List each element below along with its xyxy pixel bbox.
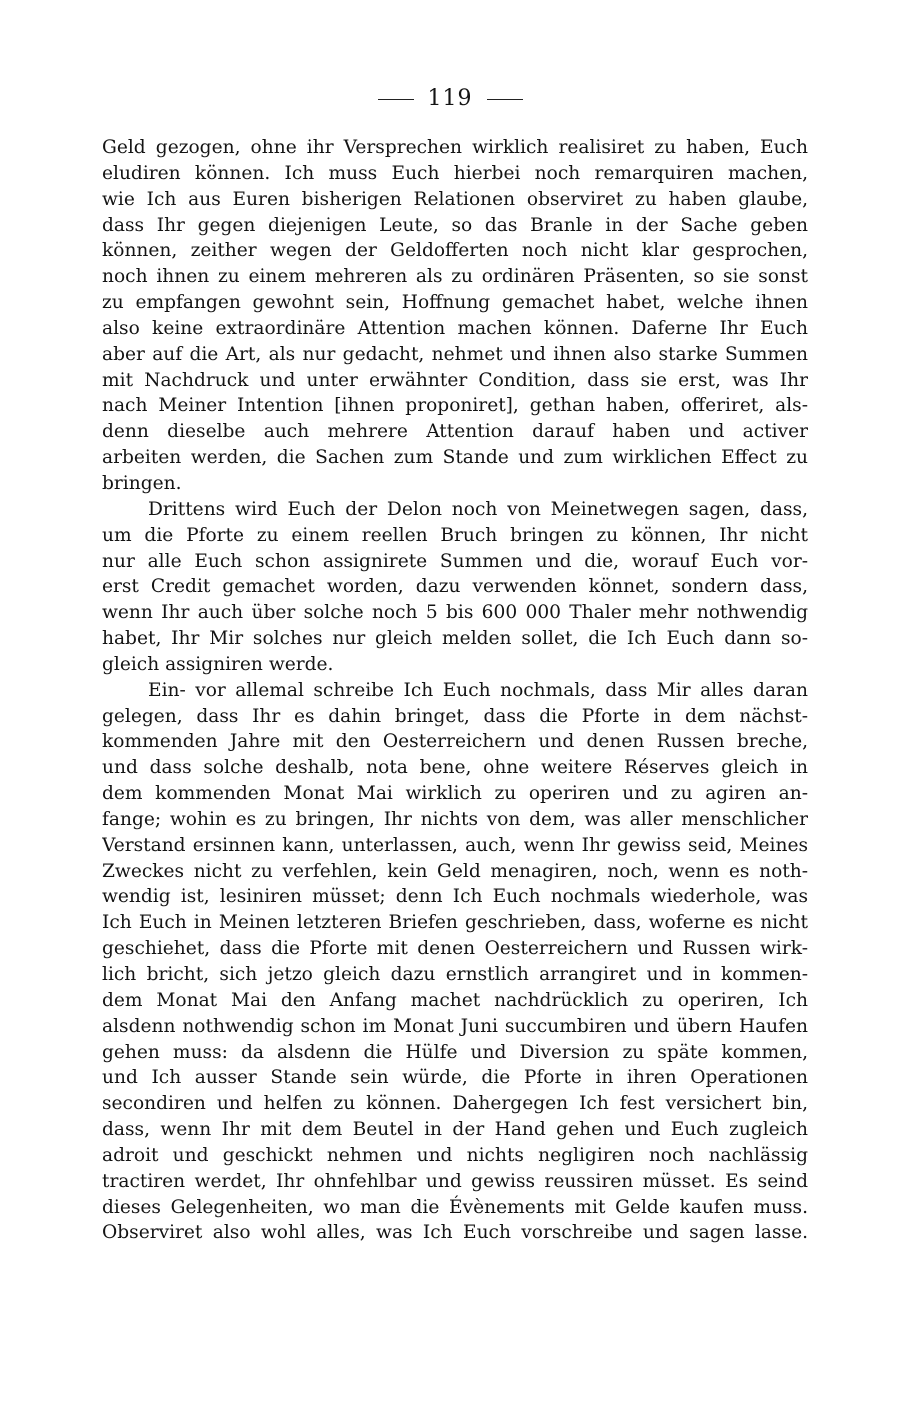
- text-line: also keine extraordinäre Attention machen können. Daferne Ihr Euch: [102, 317, 808, 339]
- text-line: dieses Gelegenheiten, wo man die Évènements mit Gelde kaufen muss.: [102, 1196, 808, 1218]
- text-line: Verstand ersinnen kann, unterlassen, auch, wenn Ihr gewiss seid, Meines: [102, 834, 808, 856]
- text-line: nach Meiner Intention [ihnen proponiret], gethan haben, offeriret, als-: [102, 395, 808, 417]
- text-line: dem kommenden Monat Mai wirklich zu operiren und zu agiren an-: [102, 783, 808, 805]
- text-line: gleich assigniren werde.: [102, 653, 334, 675]
- body-text: [102, 135, 808, 1246]
- text-line: noch ihnen zu einem mehreren als zu ordinären Präsenten, so sie sonst: [102, 266, 808, 288]
- text-line: und Ich ausser Stande sein würde, die Pforte in ihren Operationen: [102, 1067, 808, 1089]
- text-line: bringen.: [102, 472, 182, 494]
- text-line: wie Ich aus Euren bisherigen Relationen observiret zu haben glaube,: [102, 188, 808, 210]
- text-line: zu empfangen gewohnt sein, Hoffnung gemachet habet, welche ihnen: [102, 292, 808, 314]
- page-header: [0, 86, 900, 111]
- text-line: habet, Ihr Mir solches nur gleich melden sollet, die Ich Euch dann so-: [102, 628, 808, 650]
- text-line: Geld gezogen, ohne ihr Versprechen wirklich realisiret zu haben, Euch: [102, 137, 808, 158]
- text-line: lich bricht, sich jetzo gleich dazu ernstlich arrangiret und in kommen-: [102, 964, 808, 985]
- text-line: und dass solche deshalb, nota bene, ohne weitere Réserves gleich in: [102, 757, 808, 779]
- text-line: gelegen, dass Ihr es dahin bringet, dass die Pforte in dem nächst-: [102, 705, 808, 727]
- text-line: erst Credit gemachet worden, dazu verwenden könnet, sondern dass,: [102, 576, 808, 598]
- text-line: alsdenn nothwendig schon im Monat Juni succumbiren und übern Haufen: [102, 1015, 808, 1037]
- text-line: können, zeither wegen der Geldofferten noch nicht klar gesprochen,: [102, 240, 808, 262]
- text-line: mit Nachdruck und unter erwähnter Condition, dass sie erst, was Ihr: [102, 369, 808, 391]
- text-line: aber auf die Art, als nur gedacht, nehmet und ihnen also starke Summen: [102, 343, 808, 365]
- text-line: Zweckes nicht zu verfehlen, kein Geld menagiren, noch, wenn es noth-: [102, 860, 808, 882]
- text-line: fange; wohin es zu bringen, Ihr nichts von dem, was aller menschlicher: [102, 808, 808, 830]
- text-line: um die Pforte zu einem reellen Bruch bringen zu können, Ihr nicht: [102, 524, 808, 546]
- text-line: wenn Ihr auch über solche noch 5 bis 600 000 Thaler mehr nothwendig: [102, 602, 808, 624]
- text-line: kommenden Jahre mit den Oesterreichern und denen Russen breche,: [102, 731, 808, 753]
- text-line: Observiret also wohl alles, was Ich Euch vorschreibe und sagen lasse.: [102, 1222, 808, 1244]
- text-line: geschiehet, dass die Pforte mit denen Oesterreichern und Russen wirk-: [102, 938, 808, 960]
- text-line: eludiren können. Ich muss Euch hierbei noch remarquiren machen,: [102, 162, 808, 184]
- text-line: denn dieselbe auch mehrere Attention darauf haben und activer: [102, 421, 808, 443]
- text-line: gehen muss: da alsdenn die Hülfe und Diversion zu späte kommen,: [102, 1041, 808, 1063]
- text-line: adroit und geschickt nehmen und nichts negligiren noch nachlässig: [102, 1144, 808, 1166]
- text-line: Ein- vor allemal schreibe Ich Euch nochmals, dass Mir alles daran: [148, 679, 808, 701]
- header-rule-right: [487, 99, 523, 100]
- text-line: dem Monat Mai den Anfang machet nachdrücklich zu operiren, Ich: [102, 989, 808, 1011]
- text-line: arbeiten werden, die Sachen zum Stande und zum wirklichen Effect zu: [102, 447, 808, 469]
- text-line: tractiren werdet, Ihr ohnfehlbar und gewiss reussiren müsset. Es seind: [102, 1170, 808, 1192]
- text-line: Ich Euch in Meinen letzteren Briefen geschrieben, dass, woferne es nicht: [102, 912, 808, 934]
- text-line: dass, wenn Ihr mit dem Beutel in der Hand gehen und Euch zugleich: [102, 1119, 808, 1141]
- text-line: Drittens wird Euch der Delon noch von Meinetwegen sagen, dass,: [148, 498, 808, 520]
- page-number: 119: [427, 86, 473, 111]
- text-line: dass Ihr gegen diejenigen Leute, so das Branle in der Sache geben: [102, 214, 808, 236]
- text-line: wendig ist, lesiniren müsset; denn Ich Euch nochmals wiederhole, was: [102, 886, 808, 908]
- text-line: nur alle Euch schon assignirete Summen und die, worauf Euch vor-: [102, 550, 808, 572]
- header-rule-left: [378, 99, 414, 100]
- text-line: secondiren und helfen zu können. Dahergegen Ich fest versichert bin,: [102, 1093, 808, 1115]
